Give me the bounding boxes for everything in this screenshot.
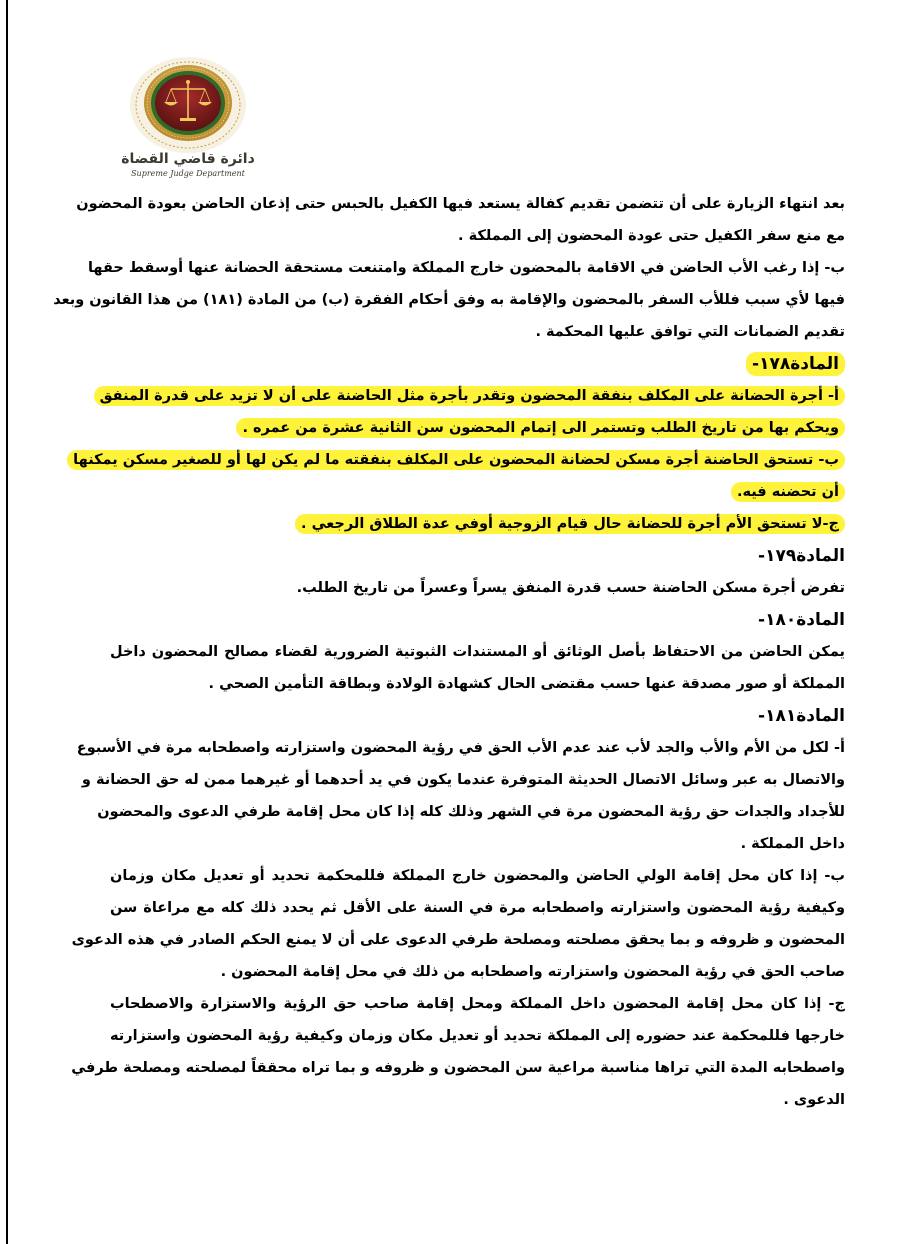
line-text: للأجداد والجدات حق رؤية المحضون مرة في الشهر وذلك كله إذا كان محل إقامة طرفي الدعوى والمحضون — [97, 804, 845, 820]
line-text: فيها لأي سبب فللأب السفر بالمحضون والإقامة به وفق أحكام الفقرة (ب) من المادة (١٨١) من هذا القانون وبعد — [53, 292, 845, 308]
line-text: تقديم الضمانات التي توافق عليها المحكمة . — [535, 324, 845, 340]
paragraph-line — [87, 252, 845, 284]
line-text: المملكة أو صور مصدقة عنها حسب مقتضى الحال كشهادة الولادة وبطاقة التأمين الصحي . — [208, 676, 845, 692]
line-text: ب- إذا رغب الأب الحاضن في الاقامة بالمحضون خارج المملكة وامتنعت مستحقة الحضانة عنها أوسقط حقها — [87, 260, 845, 276]
department-logo — [113, 55, 263, 180]
line-text: أ- أجرة الحضانة على المكلف بنفقة المحضون وتقدر بأجرة مثل الحاضنة على أن لا تزيد على قدرة المنفق — [94, 386, 845, 406]
line-text: أ- لكل من الأم والأب والجد لأب عند عدم الأب الحق في رؤية المحضون واستزارته واصطحابه مرة في الأسبوع — [76, 740, 845, 756]
paragraph-line — [71, 924, 845, 956]
article-heading — [110, 348, 845, 380]
scales-of-justice-seal-icon — [123, 55, 253, 155]
line-text: ج-لا تستحق الأم أجرة للحضانة حال قيام الزوجية أوفي عدة الطلاق الرجعي . — [295, 514, 845, 534]
article-heading — [110, 604, 845, 636]
paragraph-line — [73, 444, 845, 476]
paragraph-line — [81, 764, 845, 796]
page-left-border — [6, 0, 8, 1244]
line-text: المادة١٧٨- — [746, 352, 845, 376]
document-body — [53, 188, 845, 1116]
line-text: مع منع سفر الكفيل حتى عودة المحضون إلى المملكة . — [458, 228, 845, 244]
line-text: وكيفية رؤية المحضون واستزارته واصطحابه مرة في السنة على الأقل ثم يحدد ذلك كله مع مراعاة سن — [110, 900, 845, 916]
paragraph-line — [110, 508, 845, 540]
line-text: ج- إذا كان محل إقامة المحضون داخل المملكة ومحل إقامة صاحب حق الرؤية والاستزارة والاصطحاب — [110, 996, 845, 1012]
line-text: ويحكم بها من تاريخ الطلب وتستمر الى إتمام المحضون سن الثانية عشرة من عمره . — [236, 418, 845, 438]
line-text: صاحب الحق في رؤية المحضون واستزارته واصطحابه من ذلك في محل إقامة المحضون . — [220, 964, 845, 980]
line-text: أن تحضنه فيه. — [731, 482, 845, 502]
paragraph-line — [110, 1020, 845, 1052]
article-heading — [110, 700, 845, 732]
line-text: تفرض أجرة مسكن الحاضنة حسب قدرة المنفق يسراً وعسراً من تاريخ الطلب. — [296, 580, 845, 596]
line-text: يمكن الحاضن من الاحتفاظ بأصل الوثائق أو المستندات الثبوتية الضرورية لقضاء مصالح المحضون داخل — [110, 644, 845, 660]
paragraph-line — [76, 732, 845, 764]
line-text: ب- تستحق الحاضنة أجرة مسكن لحضانة المحضون على المكلف بنفقته ما لم يكن لها أو للصغير مسكن يمكنها — [67, 450, 845, 470]
paragraph-line — [71, 1052, 845, 1084]
line-text: الدعوى . — [783, 1092, 845, 1108]
paragraph-line — [110, 476, 845, 508]
paragraph-line — [110, 956, 845, 988]
paragraph-line — [110, 572, 845, 604]
paragraph-line — [110, 636, 845, 668]
paragraph-line — [110, 412, 845, 444]
logo-subtitle: Supreme Judge Department — [131, 169, 245, 178]
line-text: ب- إذا كان محل إقامة الولي الحاضن والمحضون خارج المملكة فللمحكمة تحديد أو تعديل مكان وزمان — [110, 868, 845, 884]
paragraph-line — [110, 1084, 845, 1116]
paragraph-line — [110, 316, 845, 348]
paragraph-line — [110, 828, 845, 860]
paragraph-line — [97, 796, 845, 828]
paragraph-line — [110, 892, 845, 924]
line-text: بعد انتهاء الزيارة على أن تتضمن تقديم كفالة يستعد فيها الكفيل بالحبس حتى إذعان الحاضن بعودة المحضون — [76, 196, 845, 212]
paragraph-line — [110, 220, 845, 252]
line-text: واصطحابه المدة التي تراها مناسبة مراعية سن المحضون و ظروفه و بما تراه محققاً لمصلحته ومصلحة طرفي — [71, 1060, 845, 1076]
paragraph-line — [110, 988, 845, 1020]
line-text: خارجها فللمحكمة عند حضوره إلى المملكة تحديد أو تعديل مكان وزمان وكيفية رؤية المحضون واستزارته — [110, 1028, 845, 1044]
logo-title: دائرة قاضي القضاة — [121, 151, 255, 167]
line-text: المادة١٧٩- — [758, 546, 845, 566]
line-text: المحضون و ظروفه و بما يحقق مصلحته ومصلحة طرفي الدعوى على أن لا يمنع الحكم الصادر في هذه الدعوى — [71, 932, 845, 948]
paragraph-line — [76, 188, 845, 220]
paragraph-line — [99, 380, 845, 412]
paragraph-line — [53, 284, 845, 316]
paragraph-line — [110, 668, 845, 700]
line-text: داخل المملكة . — [740, 836, 845, 852]
article-heading — [110, 540, 845, 572]
line-text: المادة١٨٠- — [758, 610, 845, 630]
line-text: المادة١٨١- — [758, 706, 845, 726]
paragraph-line — [110, 860, 845, 892]
line-text: والاتصال به عبر وسائل الاتصال الحديثة المتوفرة عندما يكون في يد أحدهما أو غيرهما ممن له حق الحضانة و — [81, 772, 845, 788]
